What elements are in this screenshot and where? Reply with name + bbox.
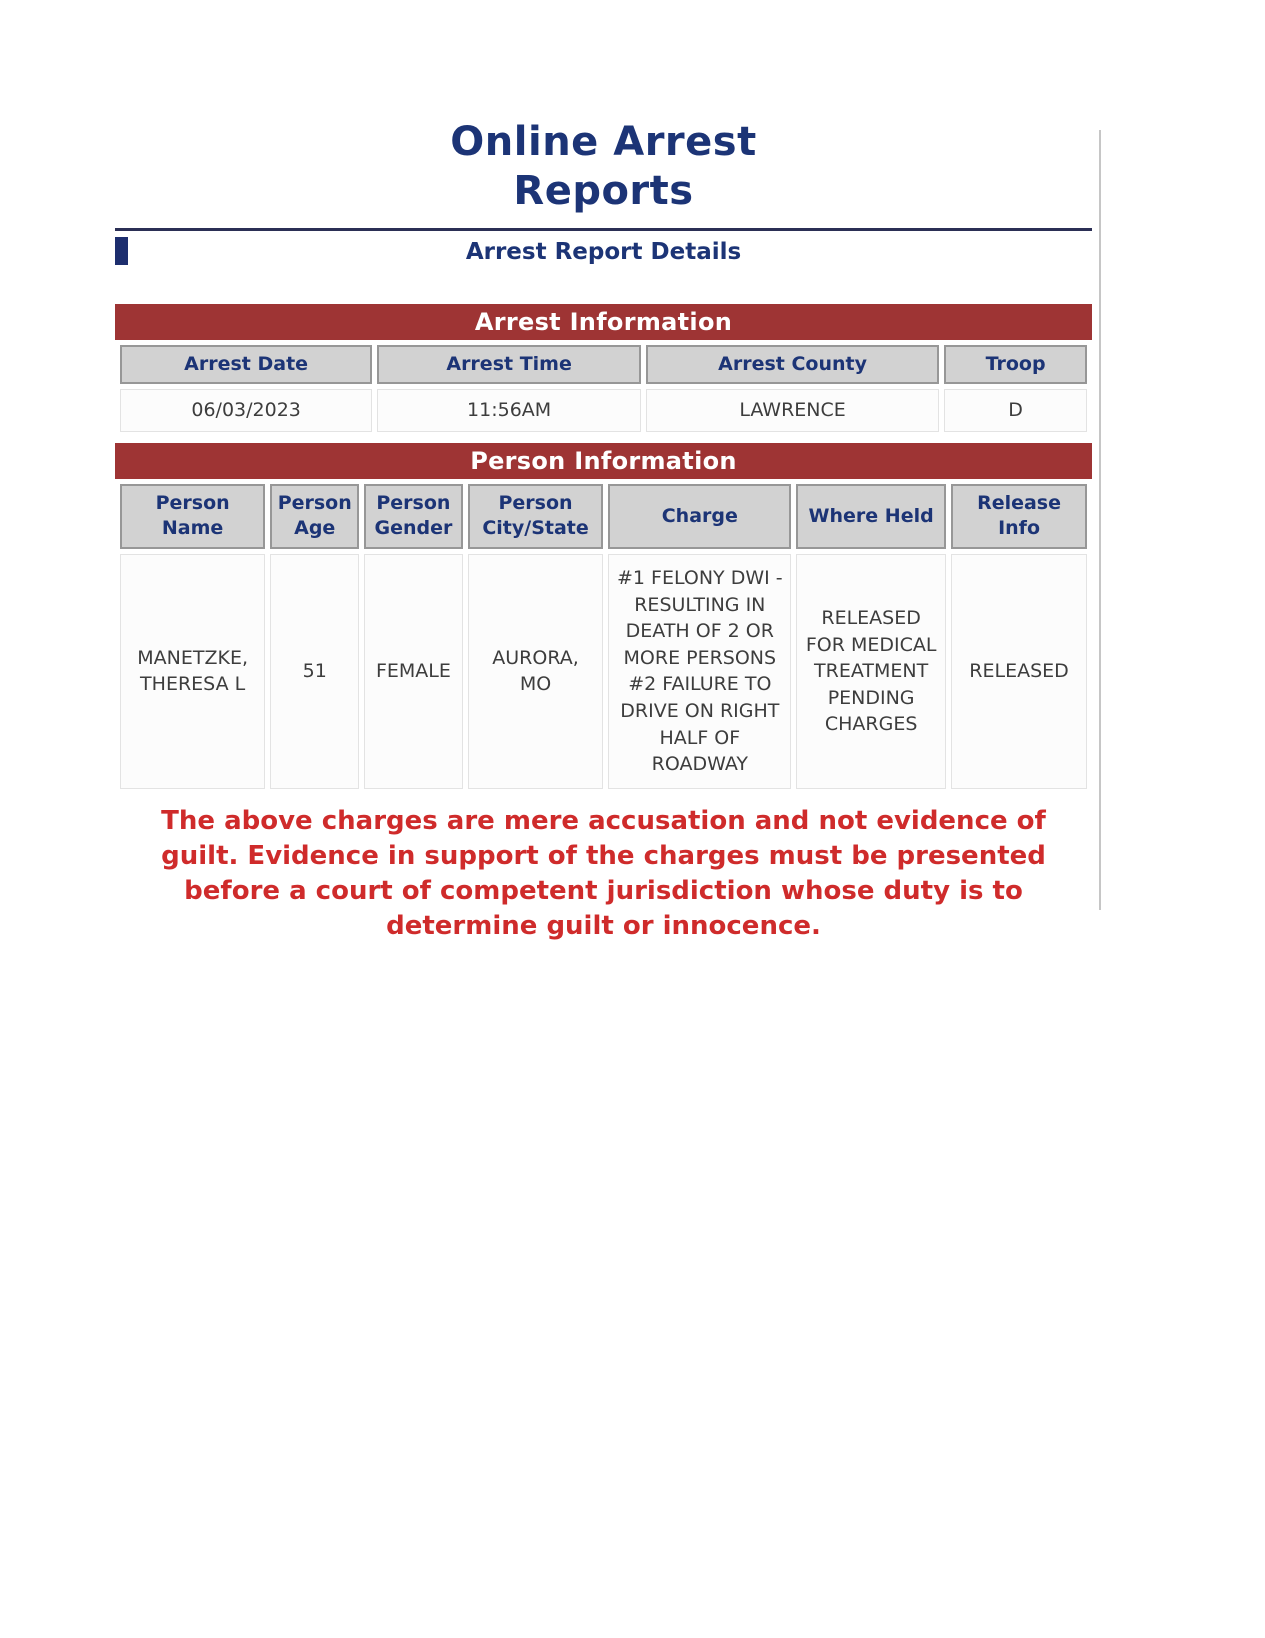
column-header-troop: Troop bbox=[944, 345, 1087, 385]
column-header-person-gender: Person Gender bbox=[364, 484, 462, 549]
column-header-arrest-county: Arrest County bbox=[646, 345, 939, 385]
column-header-arrest-date: Arrest Date bbox=[120, 345, 372, 385]
charges-disclaimer-text: The above charges are mere accusation and not evidence of guilt. Evidence in support of the charges must be presented before a court of competent jurisdiction whose duty is to determine guilt or innocence. bbox=[161, 805, 1046, 942]
where-held-value: RELEASED FOR MEDICAL TREATMENT PENDING CHARGES bbox=[796, 554, 946, 789]
column-header-arrest-time: Arrest Time bbox=[377, 345, 641, 385]
column-header-person-city-state: Person City/State bbox=[468, 484, 604, 549]
arrest-county-value: LAWRENCE bbox=[646, 389, 939, 432]
page-title bbox=[115, 118, 1092, 231]
person-city-state-value: AURORA, MO bbox=[468, 554, 604, 789]
arrest-date-value: 06/03/2023 bbox=[120, 389, 372, 432]
release-info-value: RELEASED bbox=[951, 554, 1087, 789]
page-right-border-line bbox=[1099, 130, 1101, 910]
person-info-header-row bbox=[120, 484, 1087, 549]
person-age-value: 51 bbox=[270, 554, 359, 789]
column-header-release-info: Release Info bbox=[951, 484, 1087, 549]
report-subtitle: Arrest Report Details bbox=[465, 238, 742, 265]
subtitle-marker bbox=[115, 237, 128, 265]
charge-value: #1 FELONY DWI - RESULTING IN DEATH OF 2 OR MORE PERSONS #2 FAILURE TO DRIVE ON RIGHT HALF OF ROADWAY bbox=[608, 554, 791, 789]
arrest-info-header-row bbox=[120, 345, 1087, 385]
report-content bbox=[115, 118, 1092, 944]
column-header-person-name: Person Name bbox=[120, 484, 265, 549]
arrest-info-value-row bbox=[120, 389, 1087, 432]
arrest-info-table bbox=[115, 340, 1092, 437]
column-header-person-age: Person Age bbox=[270, 484, 359, 549]
column-header-charge: Charge bbox=[608, 484, 791, 549]
page-title-line2: Reports bbox=[513, 167, 694, 214]
person-info-data-row bbox=[120, 554, 1087, 789]
subtitle-row bbox=[115, 236, 1092, 268]
troop-value: D bbox=[944, 389, 1087, 432]
person-information-section-header: Person Information bbox=[115, 443, 1092, 479]
arrest-time-value: 11:56AM bbox=[377, 389, 641, 432]
person-info-table bbox=[115, 479, 1092, 794]
page-title-line1: Online Arrest bbox=[450, 119, 757, 165]
person-gender-value: FEMALE bbox=[364, 554, 462, 789]
column-header-where-held: Where Held bbox=[796, 484, 946, 549]
arrest-information-section-header: Arrest Information bbox=[115, 304, 1092, 340]
person-name-value: MANETZKE, THERESA L bbox=[120, 554, 265, 789]
